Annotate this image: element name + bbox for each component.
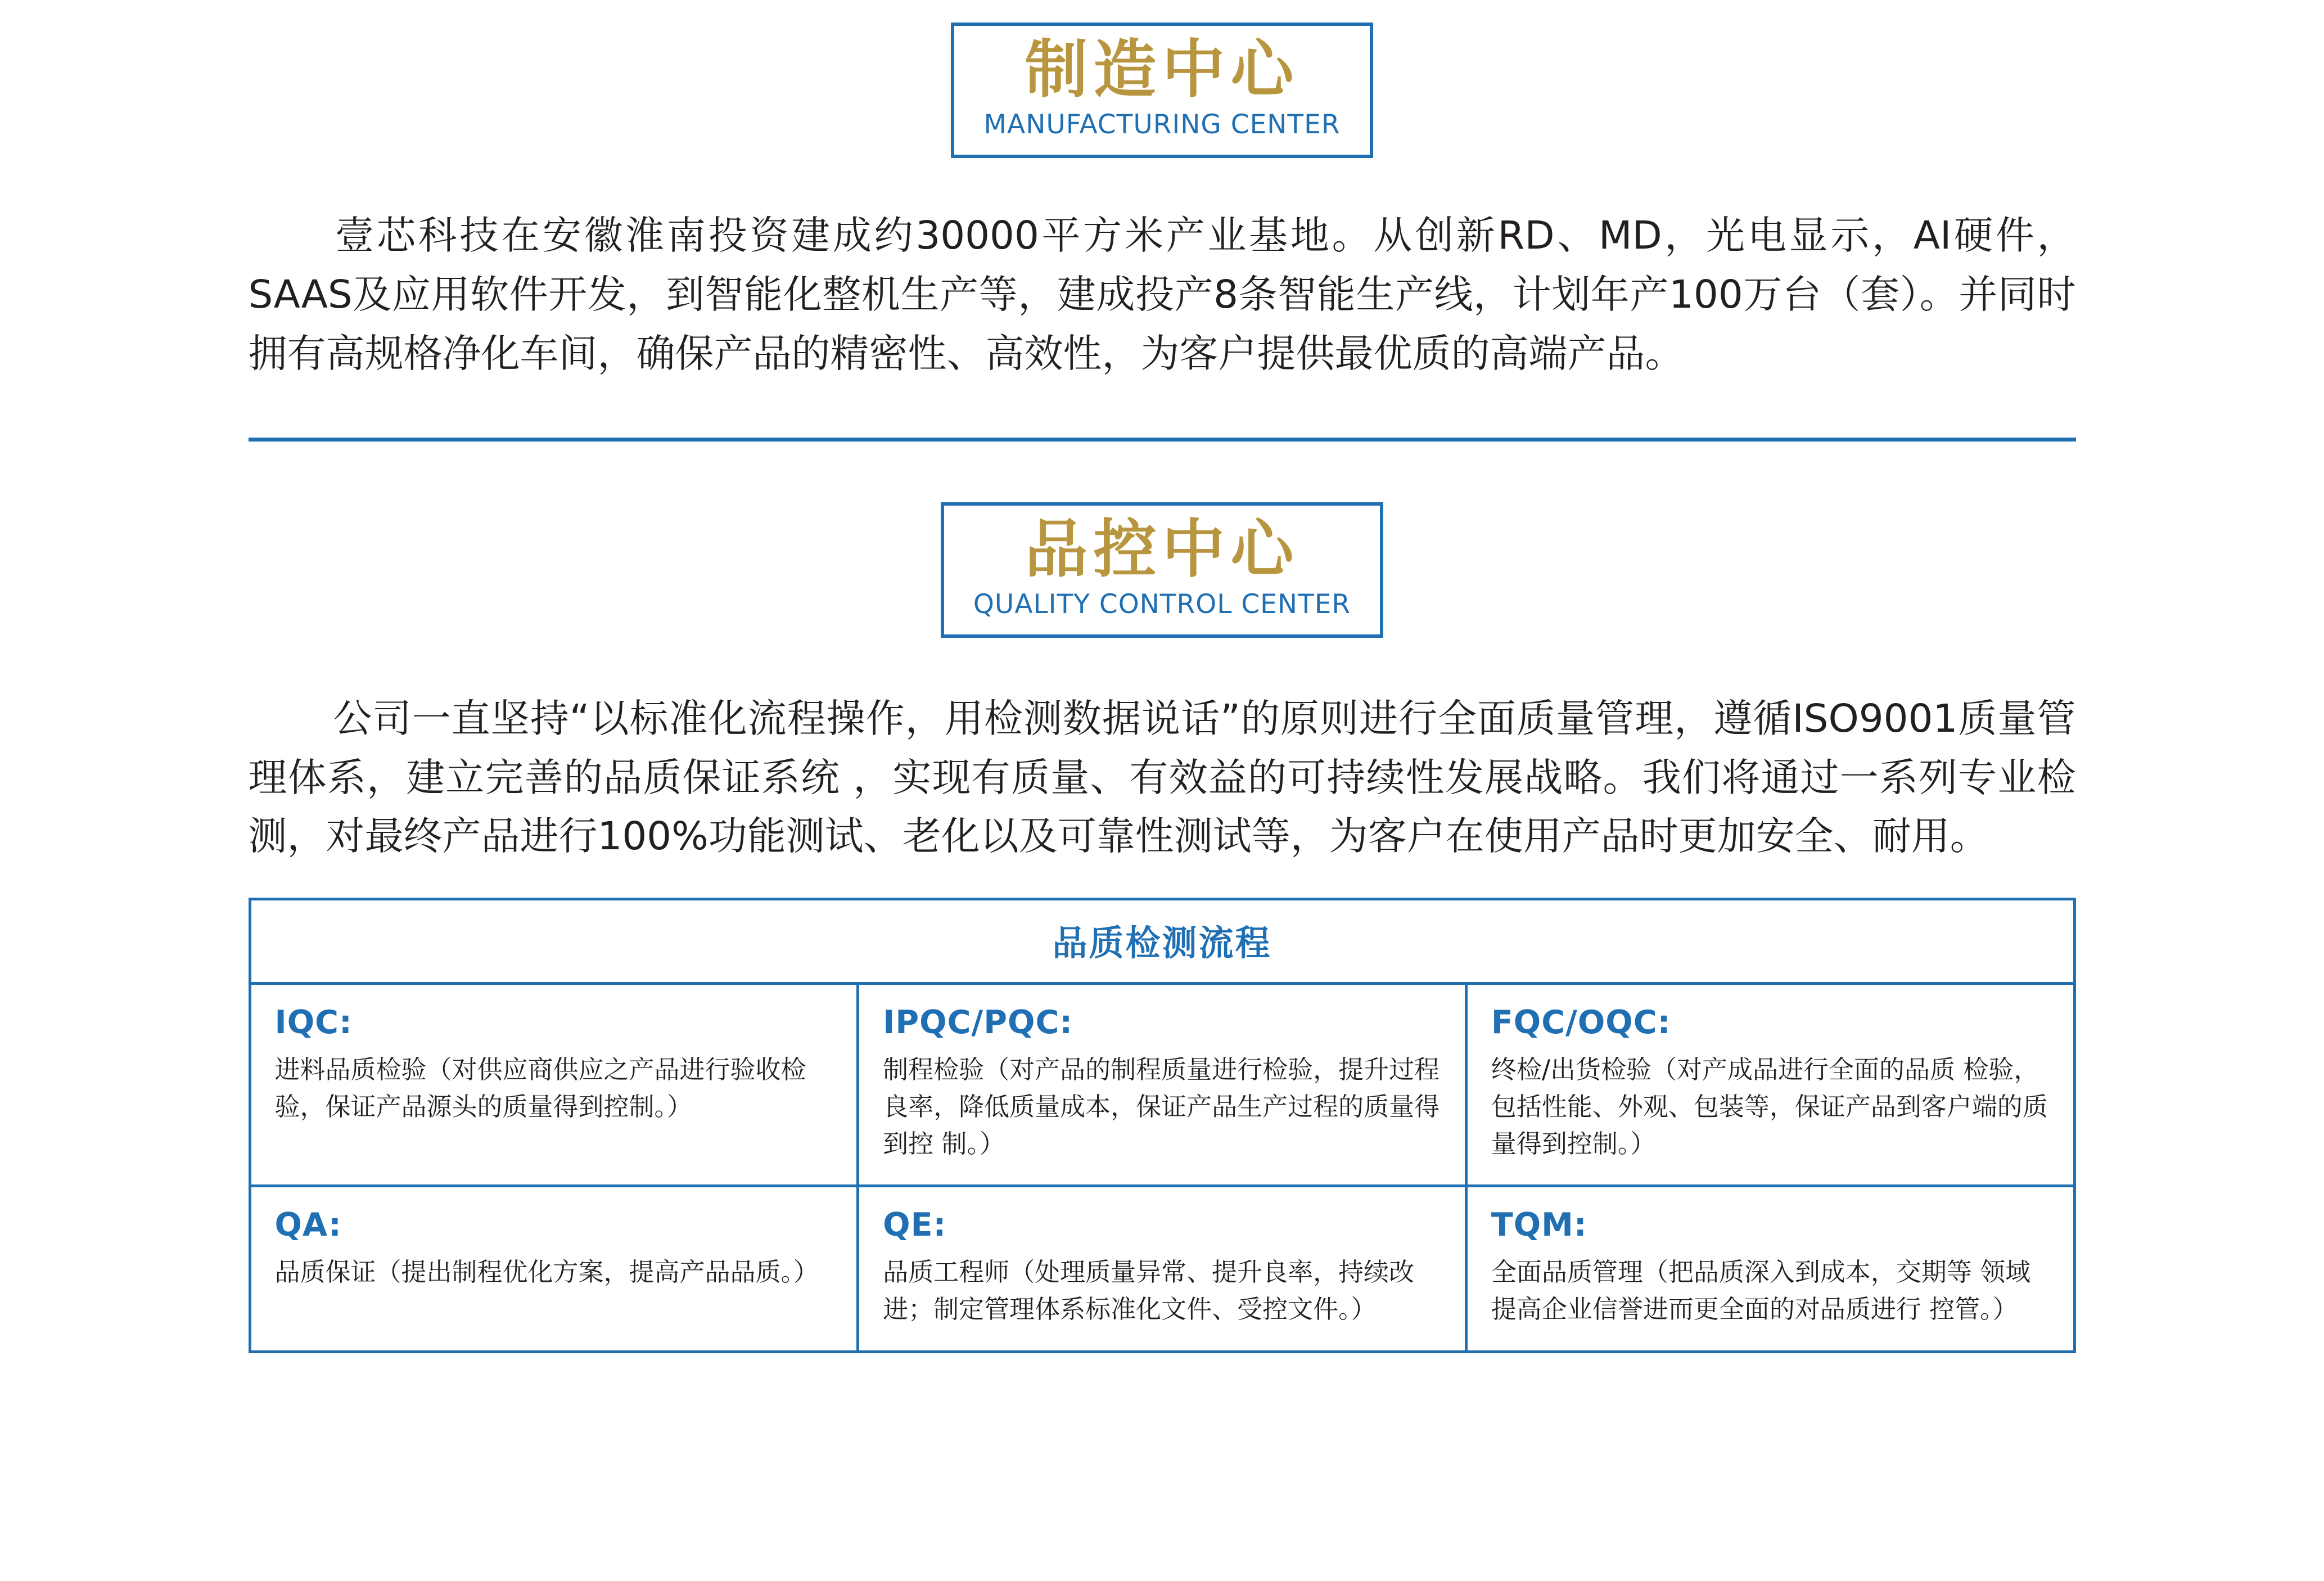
table-cell-fqc-oqc <box>1466 984 2074 1186</box>
cell-text-ipqc-pqc: 制程检验（对产品的制程质量进行检验，提升过程良率，降低质量成本，保证产品生产过程的质量得到控 制。） <box>883 1055 1440 1159</box>
section-divider-wrap <box>249 438 2076 442</box>
quality-paragraph <box>249 690 2076 867</box>
table-title: 品质检测流程 <box>1052 922 1272 964</box>
cell-text-fqc-oqc: 终检/出货检验（对产成品进行全面的品质 检验，包括性能、外观、包装等，保证产品到客户端的质量得到控制。） <box>1491 1055 2048 1159</box>
quality-table-wrap <box>249 898 2076 1353</box>
quality-badge-title-cn: 品控中心 <box>1025 512 1299 586</box>
section-divider <box>249 438 2076 442</box>
table-title-cell <box>250 899 2074 984</box>
cell-text-iqc: 进料品质检验（对供应商供应之产品进行验收检验，保证产品源头的质量得到控制。） <box>274 1055 806 1121</box>
table-row <box>250 1186 2074 1352</box>
table-row <box>250 984 2074 1186</box>
cell-text-tqm: 全面品质管理（把品质深入到成本，交期等 领域提高企业信誉进而更全面的对品质进行 控管。） <box>1491 1257 2031 1324</box>
table-cell-iqc <box>250 984 858 1186</box>
manufacturing-badge-wrap <box>0 22 2324 158</box>
quality-control-center-badge <box>941 502 1383 638</box>
cell-title-ipqc-pqc: IPQC/PQC: <box>883 1004 1073 1042</box>
cell-title-tqm: TQM: <box>1491 1206 1587 1244</box>
quality-text-column <box>249 690 2076 867</box>
manufacturing-center-section <box>0 0 2324 384</box>
cell-title-qe: QE: <box>883 1206 947 1244</box>
cell-title-qa: QA: <box>274 1206 342 1244</box>
quality-badge-title-en: QUALITY CONTROL CENTER <box>973 588 1351 620</box>
cell-title-fqc-oqc: FQC/OQC: <box>1491 1004 1671 1042</box>
table-cell-qe <box>858 1186 1466 1352</box>
manufacturing-paragraph-text: 壹芯科技在安徽淮南投资建成约30000平方米产业基地。从创新RD、MD，光电显示，AI硬件， SAAS及应用软件开发，到智能化整机生产等，建成投产8条智能生产线，计划年产100万台（套）。并同时拥有高规格净化车间，确保产品的精密性、高效性，为客户提供最优质的高端产品。 <box>248 213 2076 376</box>
quality-inspection-table <box>249 898 2076 1353</box>
cell-title-iqc: IQC: <box>274 1004 353 1042</box>
table-cell-ipqc-pqc <box>858 984 1466 1186</box>
manufacturing-badge-title-en: MANUFACTURING CENTER <box>983 109 1341 140</box>
quality-paragraph-text: 公司一直坚持“以标准化流程操作，用检测数据说话”的原则进行全面质量管理，遵循ISO9001质量管理体系，建立完善的品质保证系统 ，实现有质量、有效益的可持续性发展战略。我们将通过一系列专业检测，对最终产品进行100%功能测试、老化以及可靠性测试等，为客户在使用产品时更加安全、耐用。 <box>248 696 2076 859</box>
table-cell-qa <box>250 1186 858 1352</box>
quality-badge-wrap <box>0 502 2324 638</box>
table-header-row <box>250 899 2074 984</box>
cell-text-qa: 品质保证（提出制程优化方案，提高产品品质。） <box>274 1257 819 1287</box>
quality-control-center-section <box>0 502 2324 1353</box>
manufacturing-badge-title-cn: 制造中心 <box>1025 33 1299 106</box>
manufacturing-text-column <box>249 206 2076 384</box>
manufacturing-paragraph <box>249 206 2076 384</box>
manufacturing-center-badge <box>951 22 1373 158</box>
cell-text-qe: 品质工程师（处理质量异常、提升良率，持续改进；制定管理体系标准化文件、受控文件。） <box>883 1257 1415 1324</box>
table-cell-tqm <box>1466 1186 2074 1352</box>
